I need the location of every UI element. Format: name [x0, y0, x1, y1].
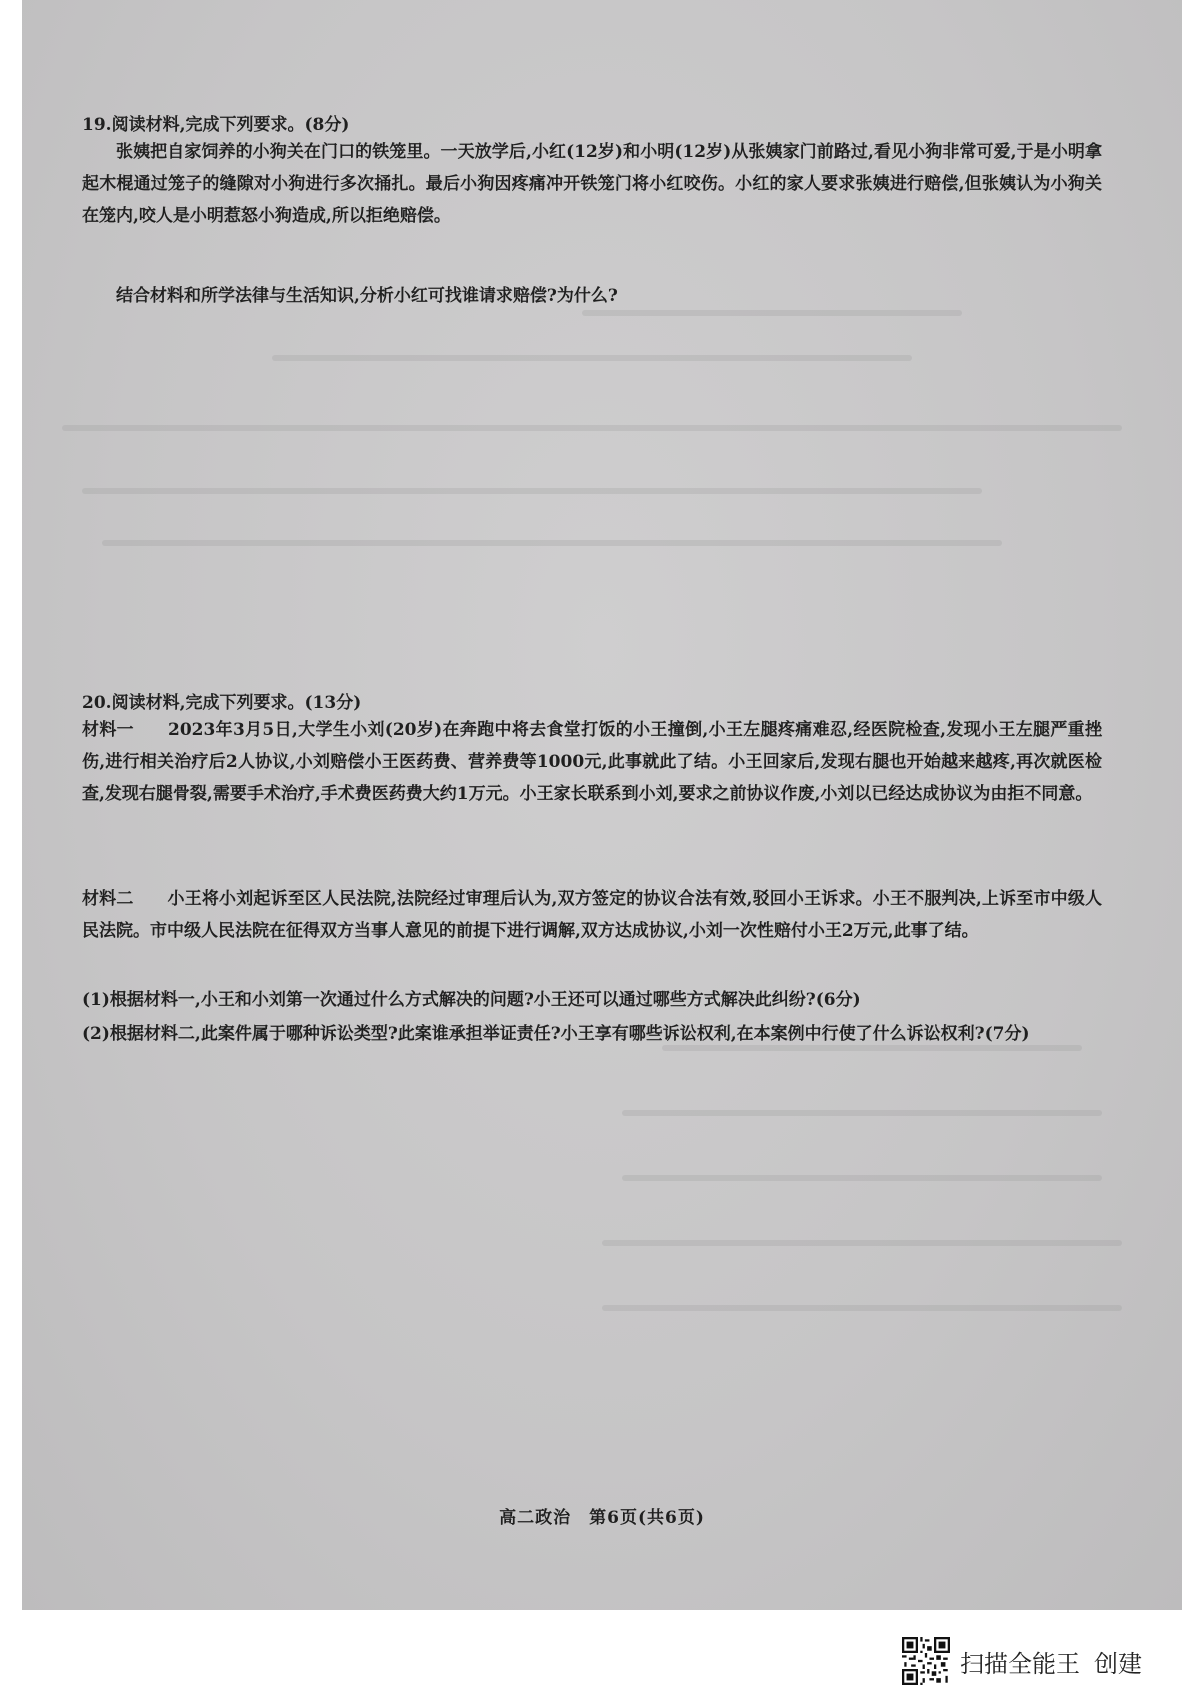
bleed-through	[602, 1305, 1122, 1311]
bleed-through	[622, 1110, 1102, 1116]
scanned-page	[22, 0, 1182, 1610]
q20-heading: 20.阅读材料,完成下列要求。(13分)	[82, 693, 362, 713]
bleed-through	[102, 540, 1002, 546]
scanner-action: 创建	[1094, 1649, 1142, 1678]
q20-material-one	[82, 714, 1102, 810]
q19-material: 张姨把自家饲养的小狗关在门口的铁笼里。一天放学后,小红(12岁)和小明(12岁)从张姨家门前路过,看见小狗非常可爱,于是小明拿起木棍通过笼子的缝隙对小狗进行多次捅扎。最后小狗因疼痛冲开铁笼门将小红咬伤。小红的家人要求张姨进行赔偿,但张姨认为小狗关在笼内,咬人是小明惹怒小狗造成,所以拒绝赔偿。	[82, 142, 1102, 226]
material-two-text: 小王将小刘起诉至区人民法院,法院经过审理后认为,双方签定的协议合法有效,驳回小王诉求。小王不服判决,上诉至市中级人民法院。市中级人民法院在征得双方当事人意见的前提下进行调解,双方达成协议,小刘一次性赔付小王2万元,此事了结。	[82, 889, 1103, 941]
footer-page-number: 第6页(共6页)	[589, 1508, 705, 1528]
footer-subject: 高二政治	[499, 1508, 572, 1528]
qr-code-icon	[902, 1637, 950, 1685]
q20-subquestion-1: (1)根据材料一,小王和小刘第一次通过什么方式解决的问题?小王还可以通过哪些方式解决此纠纷?(6分)	[82, 990, 861, 1010]
material-one-label: 材料一	[82, 720, 134, 740]
scanner-watermark	[902, 1636, 1142, 1686]
scanner-app-name: 扫描全能王	[960, 1649, 1080, 1678]
bleed-through	[622, 1175, 1102, 1181]
material-one-text: 2023年3月5日,大学生小刘(20岁)在奔跑中将去食堂打饭的小王撞倒,小王左腿疼痛难忍,经医院检查,发现小王左腿严重挫伤,进行相关治疗后2人协议,小刘赔偿小王医药费、营养费等1000元,此事就此了结。小王回家后,发现右腿也开始越来越疼,再次就医检查,发现右腿骨裂,需要手术治疗,手术费医药费大约1万元。小王家长联系到小刘,要求之前协议作废,小刘以已经达成协议为由拒不同意。	[82, 720, 1103, 804]
bleed-through	[82, 488, 982, 494]
bleed-through	[62, 425, 1122, 431]
bleed-through	[602, 1240, 1122, 1246]
watermark-text	[960, 1644, 1142, 1679]
q20-subquestion-2: (2)根据材料二,此案件属于哪种诉讼类型?此案谁承担举证责任?小王享有哪些诉讼权利,在本案例中行使了什么诉讼权利?(7分)	[82, 1024, 1030, 1044]
q20-material-two	[82, 883, 1102, 947]
material-two-label: 材料二	[82, 889, 134, 909]
page-footer	[22, 1503, 1182, 1528]
bleed-through	[272, 355, 912, 361]
q19-heading: 19.阅读材料,完成下列要求。(8分)	[82, 115, 350, 135]
q19-question: 结合材料和所学法律与生活知识,分析小红可找谁请求赔偿?为什么?	[116, 286, 618, 306]
